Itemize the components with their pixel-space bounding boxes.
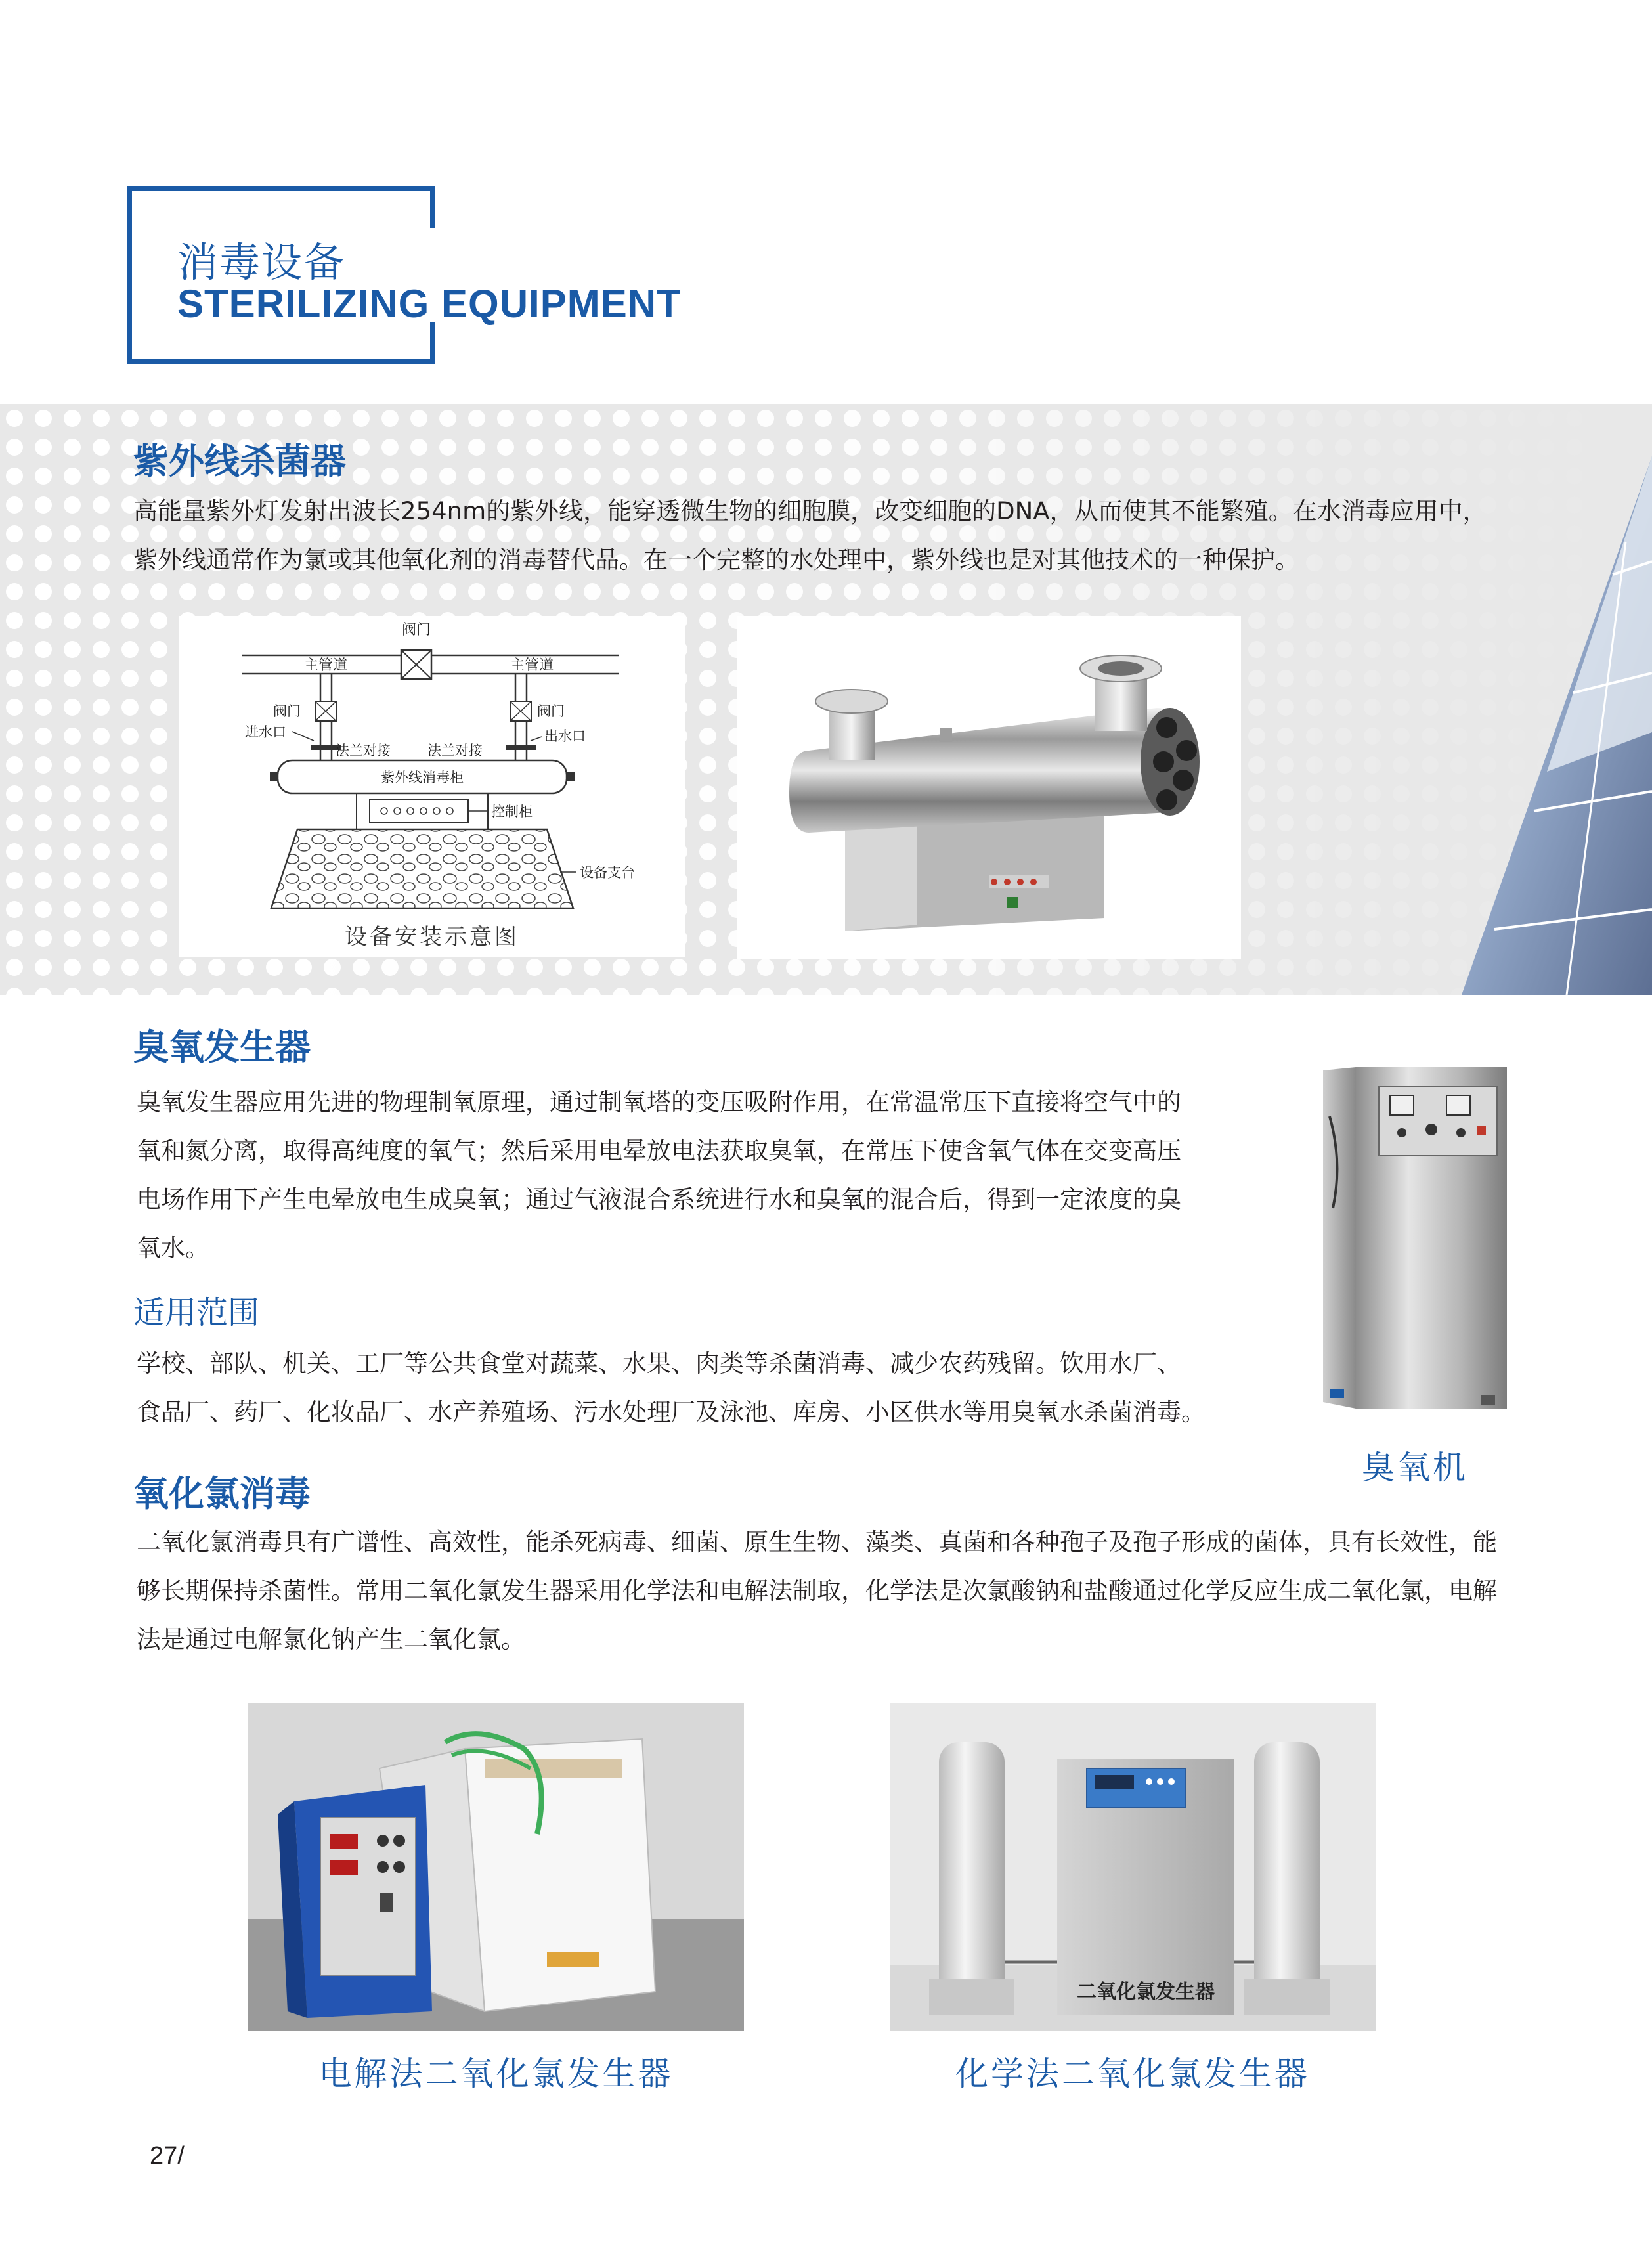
uv-heading: 紫外线杀菌器 [133, 441, 346, 482]
diagram-label-cabinet: 紫外线消毒柜 [381, 770, 464, 785]
diagram-label-valve-right: 阀门 [537, 703, 565, 719]
chemical-generator-label: 二氧化氯发生器 [1077, 1981, 1215, 2004]
page-number: 27/ [150, 2142, 185, 2170]
electrolytic-generator-drawing [248, 1703, 744, 2031]
uv-line-1: 高能量紫外灯发射出波长254nm的紫外线，能穿透微生物的细胞膜，改变细胞的DNA，从而使其不能繁殖。在水消毒应用中， [133, 497, 1487, 525]
diagram-drawing [179, 616, 685, 957]
ozone-line-4: 氧水。 [137, 1234, 209, 1262]
diagram-label-main-pipe-left: 主管道 [303, 657, 348, 674]
ozone-heading: 臭氧发生器 [133, 1026, 311, 1068]
scope-line-2: 食品厂、药厂、化妆品厂、水产养殖场、污水处理厂及泳池、库房、小区供水等用臭氧水杀菌消毒。 [137, 1398, 1206, 1426]
diagram-label-main-pipe-right: 主管道 [510, 657, 554, 674]
ozone-line-2: 氧和氮分离，取得高纯度的氧气；然后采用电晕放电法获取臭氧，在常压下使含氧气体在交变高压 [137, 1137, 1181, 1165]
uv-line-2: 紫外线通常作为氯或其他氧化剂的消毒替代品。在一个完整的水处理中，紫外线也是对其他技术的一种保护。 [133, 546, 1299, 574]
ozone-machine-photo [1316, 1064, 1513, 1412]
chlorine-line-2: 够长期保持杀菌性。常用二氧化氯发生器采用化学法和电解法制取，化学法是次氯酸钠和盐酸通过化学反应生成二氧化氯，电解 [137, 1577, 1497, 1605]
diagram-label-valve-top: 阀门 [401, 622, 431, 638]
chemical-generator-drawing [890, 1703, 1376, 2031]
diagram-label-flange-right: 法兰对接 [427, 743, 483, 758]
chemical-generator-photo [890, 1703, 1376, 2031]
electrolytic-generator-photo [248, 1703, 744, 2031]
ozone-line-1: 臭氧发生器应用先进的物理制氧原理，通过制氧塔的变压吸附作用，在常温常压下直接将空气中的 [137, 1088, 1181, 1116]
ozone-machine-caption: 臭氧机 [1362, 1449, 1468, 1487]
scope-heading: 适用范围 [133, 1294, 260, 1331]
diagram-label-valve-left: 阀门 [273, 703, 301, 719]
diagram-caption: 设备安装示意图 [345, 924, 519, 950]
diagram-label-flange-left: 法兰对接 [336, 743, 391, 758]
diagram-label-control: 控制柜 [491, 804, 533, 820]
electrolytic-caption: 电解法二氧化氯发生器 [318, 2055, 674, 2093]
header-title-cn: 消毒设备 [177, 238, 346, 286]
ozone-line-3: 电场作用下产生电晕放电生成臭氧；通过气液混合系统进行水和臭氧的混合后，得到一定浓度的臭 [137, 1185, 1181, 1214]
chlorine-line-1: 二氧化氯消毒具有广谱性、高效性，能杀死病毒、细菌、原生生物、藻类、真菌和各种孢子及孢子形成的菌体，具有长效性，能 [137, 1528, 1497, 1556]
uv-sterilizer-photo [737, 616, 1241, 959]
chlorine-heading: 氧化氯消毒 [133, 1473, 311, 1514]
chlorine-line-3: 法是通过电解氯化钠产生二氧化氯。 [137, 1625, 525, 1654]
uv-sterilizer-drawing [737, 616, 1241, 959]
diagram-label-inlet: 进水口 [245, 724, 286, 740]
diagram-label-support: 设备支台 [580, 865, 635, 881]
scope-line-1: 学校、部队、机关、工厂等公共食堂对蔬菜、水果、肉类等杀菌消毒、减少农药残留。饮用水厂、 [137, 1349, 1181, 1378]
diagram-label-outlet: 出水口 [544, 728, 586, 744]
uv-installation-diagram [179, 616, 685, 957]
ozone-machine-drawing [1316, 1064, 1513, 1412]
chemical-caption: 化学法二氧化氯发生器 [955, 2055, 1310, 2093]
header-title-en: STERILIZING EQUIPMENT [177, 282, 682, 326]
